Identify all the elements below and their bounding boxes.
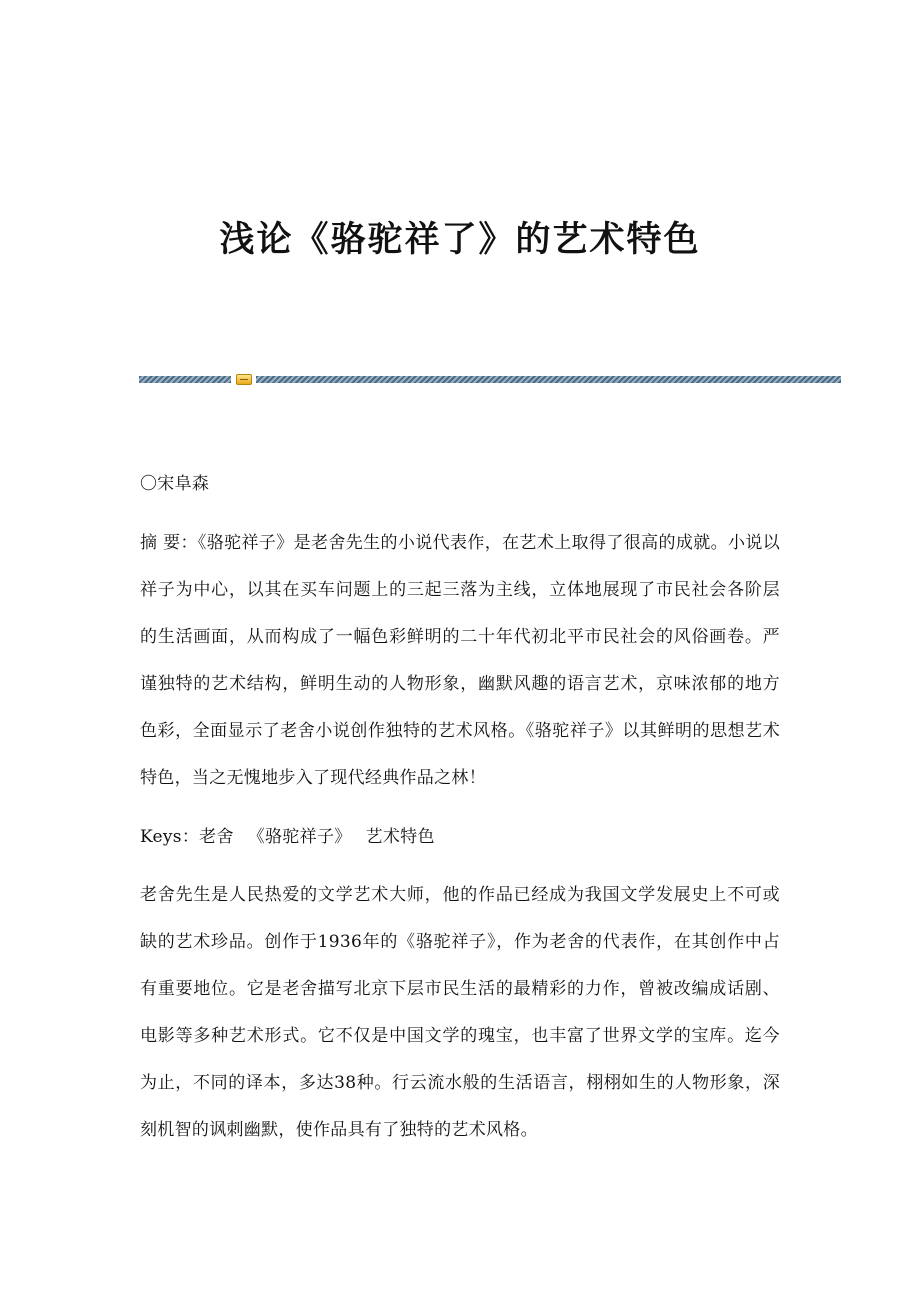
keyword: 老舍 bbox=[199, 827, 234, 847]
title-divider bbox=[139, 375, 841, 384]
keyword: 艺术特色 bbox=[365, 827, 435, 847]
divider-ornament-icon bbox=[236, 374, 252, 385]
document-title: 浅论《骆驼祥了》的艺术特色 bbox=[219, 219, 701, 260]
divider-bar-left bbox=[139, 376, 231, 383]
keyword: 《骆驼祥子》 bbox=[247, 827, 352, 847]
divider-bar-right bbox=[256, 376, 841, 383]
keywords-line bbox=[140, 819, 780, 855]
author-line: 〇宋阜森 bbox=[140, 474, 210, 494]
keys-label: Keys： bbox=[140, 827, 200, 847]
body-paragraph: 老舍先生是人民热爱的文学艺术大师，他的作品已经成为我国文学发展史上不可或缺的艺术珍品。创作于1936年的《骆驼祥子》，作为老舍的代表作，在其创作中占有重要地位。它是老舍描写北京下层市民生活的最精彩的力作，曾被改编成话剧、电影等多种艺术形式。它不仅是中国文学的瑰宝，也丰富了世界文学的宝库。迄今为止，不同的译本，多达38种。行云流水般的生活语言，栩栩如生的人物形象，深刻机智的讽刺幽默，使作品具有了独特的艺术风格。 bbox=[140, 885, 780, 1140]
abstract-paragraph: 摘 要：《骆驼祥子》是老舍先生的小说代表作，在艺术上取得了很高的成就。小说以祥子为中心，以其在买车问题上的三起三落为主线，立体地展现了市民社会各阶层的生活画面，从而构成了一幅色彩鲜明的二十年代初北平市民社会的风俗画卷。严谨独特的艺术结构，鲜明生动的人物形象，幽默风趣的语言艺术，京味浓郁的地方色彩，全面显示了老舍小说创作独特的艺术风格。《骆驼祥子》以其鲜明的思想艺术特色，当之无愧地步入了现代经典作品之林！ bbox=[140, 533, 780, 788]
